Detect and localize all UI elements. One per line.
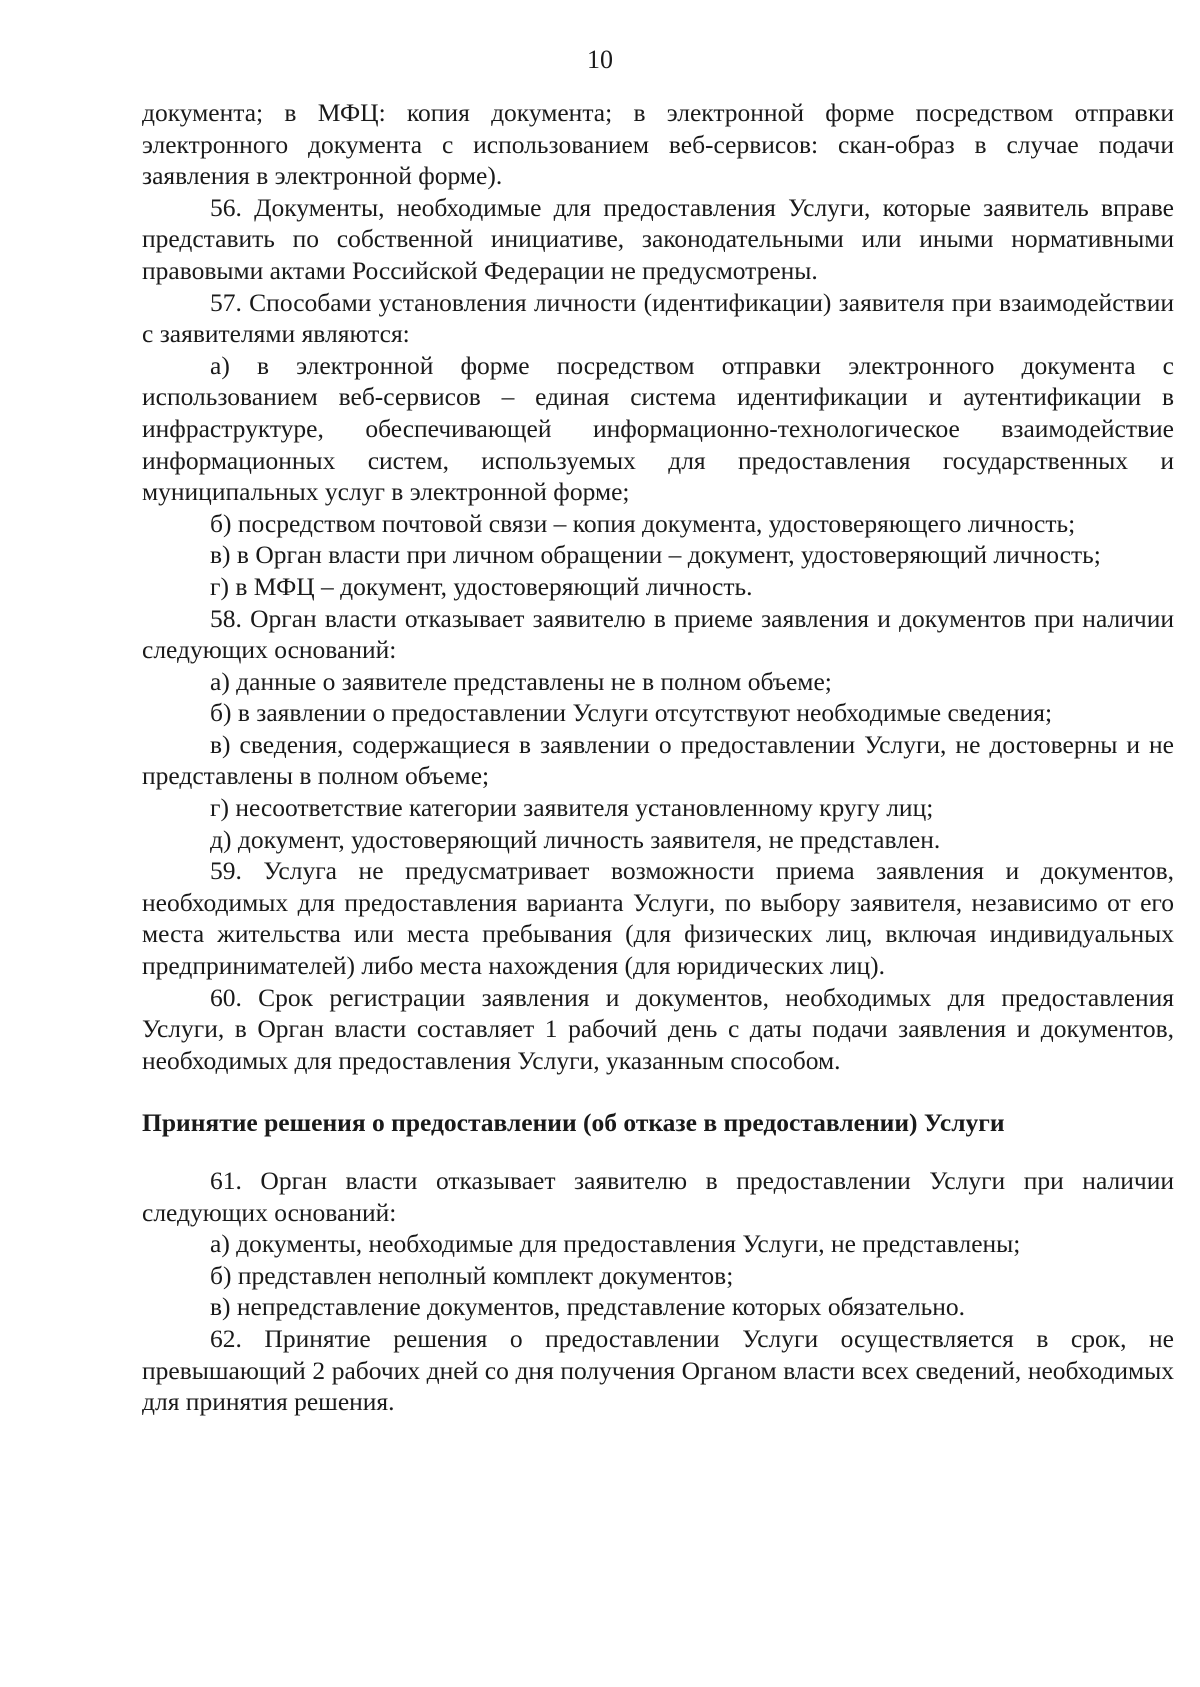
paragraph-61-a: а) документы, необходимые для предоставления Услуги, не представлены; [210,1229,1021,1259]
paragraph-58-a: а) данные о заявителе представлены не в полном объеме; [210,666,832,696]
paragraph-58-b: б) в заявлении о предоставлении Услуги отсутствуют необходимые сведения; [210,698,1053,728]
paragraph-57-a: а) в электронной форме посредством отправки электронного документа с использованием веб-сервисов – единая система идентификации и аутентификации в инфраструктуре, обеспечивающей информационно-технологическое взаимодействие информационных систем, используемых для предоставления государственных и муниципальных услуг в электронной форме; [142,350,1174,507]
paragraph-61-b: б) представлен неполный комплект документов; [210,1260,734,1290]
paragraph-58-v: в) сведения, содержащиеся в заявлении о предоставлении Услуги, не достоверны и не представлены в полном объеме; [142,729,1174,791]
paragraph-61-v: в) непредставление документов, представление которых обязательно. [210,1292,966,1322]
paragraph-59: 59. Услуга не предусматривает возможности приема заявления и документов, необходимых для предоставления варианта Услуги, по выбору заявителя, независимо от его места жительства или места пребывания (для физических лиц, включая индивидуальных предпринимателей) либо места нахождения (для юридических лиц). [142,856,1174,981]
paragraph-56: 56. Документы, необходимые для предоставления Услуги, которые заявитель вправе представить по собственной инициативе, законодательными или иными нормативными правовыми актами Российской Федерации не предусмотрены. [142,192,1174,285]
paragraph-61: 61. Орган власти отказывает заявителю в предоставлении Услуги при наличии следующих оснований: [142,1166,1174,1227]
paragraph-60: 60. Срок регистрации заявления и документов, необходимых для предоставления Услуги, в Орган власти составляет 1 рабочий день с даты подачи заявления и документов, необходимых для предоставления Услуги, указанным способом. [142,982,1174,1075]
paragraph-58: 58. Орган власти отказывает заявителю в приеме заявления и документов при наличии следующих оснований: [142,603,1174,665]
document-body [142,97,1174,1418]
paragraph-57-v: в) в Орган власти при личном обращении – документ, удостоверяющий личность; [210,540,1101,570]
paragraph-57-b: б) посредством почтовой связи – копия документа, удостоверяющего личность; [210,508,1076,538]
paragraph-58-d: д) документ, удостоверяющий личность заявителя, не представлен. [210,824,941,854]
paragraph-57-g: г) в МФЦ – документ, удостоверяющий личность. [210,571,753,601]
section-heading: Принятие решения о предоставлении (об отказе в предоставлении) Услуги [142,1108,1005,1138]
page-number: 10 [587,45,613,74]
paragraph-58-g: г) несоответствие категории заявителя установленному кругу лиц; [210,793,934,823]
paragraph-continuation: документа; в МФЦ: копия документа; в электронной форме посредством отправки электронного документа с использованием веб-сервисов: скан-образ в случае подачи заявления в электронной форме). [142,98,1174,191]
paragraph-57: 57. Способами установления личности (идентификации) заявителя при взаимодействии с заявителями являются: [142,287,1174,349]
paragraph-62: 62. Принятие решения о предоставлении Услуги осуществляется в срок, не превышающий 2 рабочих дней со дня получения Органом власти всех сведений, необходимых для принятия решения. [142,1323,1174,1417]
